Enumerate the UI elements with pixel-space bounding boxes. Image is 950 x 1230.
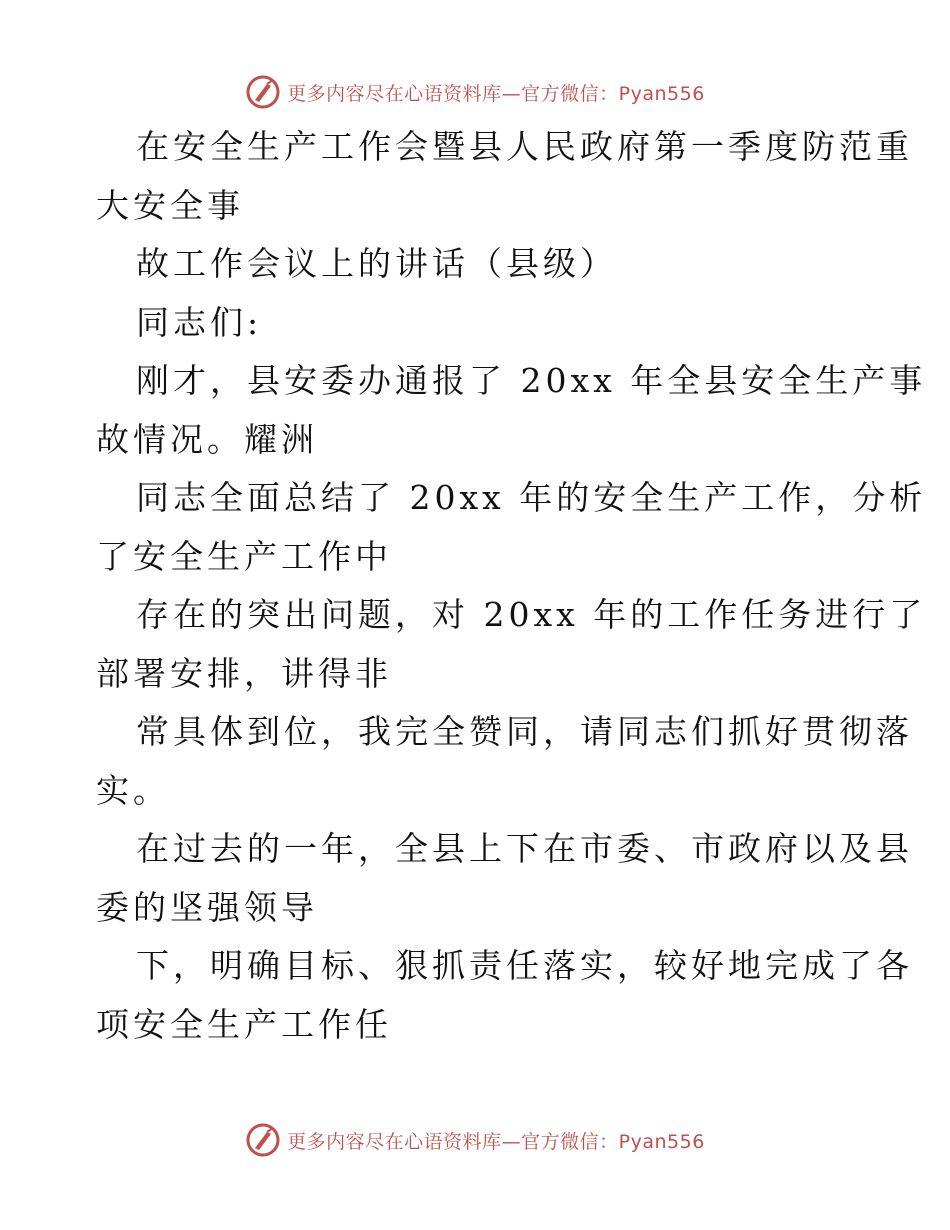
text-line: 同志们: — [136, 302, 263, 342]
text-line: 常具体到位，我完全赞同，请同志们抓好贯彻落 — [136, 712, 913, 751]
text-line: 大安全事 — [96, 185, 244, 225]
quill-logo-icon — [245, 1122, 281, 1158]
text-line: 在安全生产工作会暨县人民政府第一季度防范重 — [136, 127, 913, 166]
footer-watermark — [0, 1118, 950, 1162]
text-line: 了安全生产工作中 — [96, 536, 392, 576]
text-line: 在过去的一年，全县上下在市委、市政府以及县 — [136, 829, 913, 868]
watermark-text: 更多内容尽在心语资料库—官方微信：Pyan556 — [287, 82, 705, 105]
text-line: 刚才，县安委办通报了 20xx 年全县安全生产事 — [136, 361, 927, 400]
text-line: 项安全生产工作任 — [96, 1004, 392, 1044]
header-watermark — [0, 70, 950, 114]
text-line: 故情况。耀洲 — [96, 419, 318, 459]
watermark-text: 更多内容尽在心语资料库—官方微信：Pyan556 — [287, 1130, 705, 1153]
text-line: 故工作会议上的讲话（县级） — [136, 244, 617, 283]
quill-logo-icon — [245, 74, 281, 110]
text-line: 委的坚强领导 — [96, 887, 318, 927]
text-line: 下，明确目标、狠抓责任落实，较好地完成了各 — [136, 946, 913, 985]
document-body — [96, 118, 927, 1054]
text-line: 同志全面总结了 20xx 年的安全生产工作，分析 — [136, 478, 927, 517]
text-line: 实。 — [96, 770, 170, 810]
text-line: 存在的突出问题，对 20xx 年的工作任务进行了 — [136, 595, 927, 634]
text-line: 部署安排，讲得非 — [96, 653, 392, 693]
